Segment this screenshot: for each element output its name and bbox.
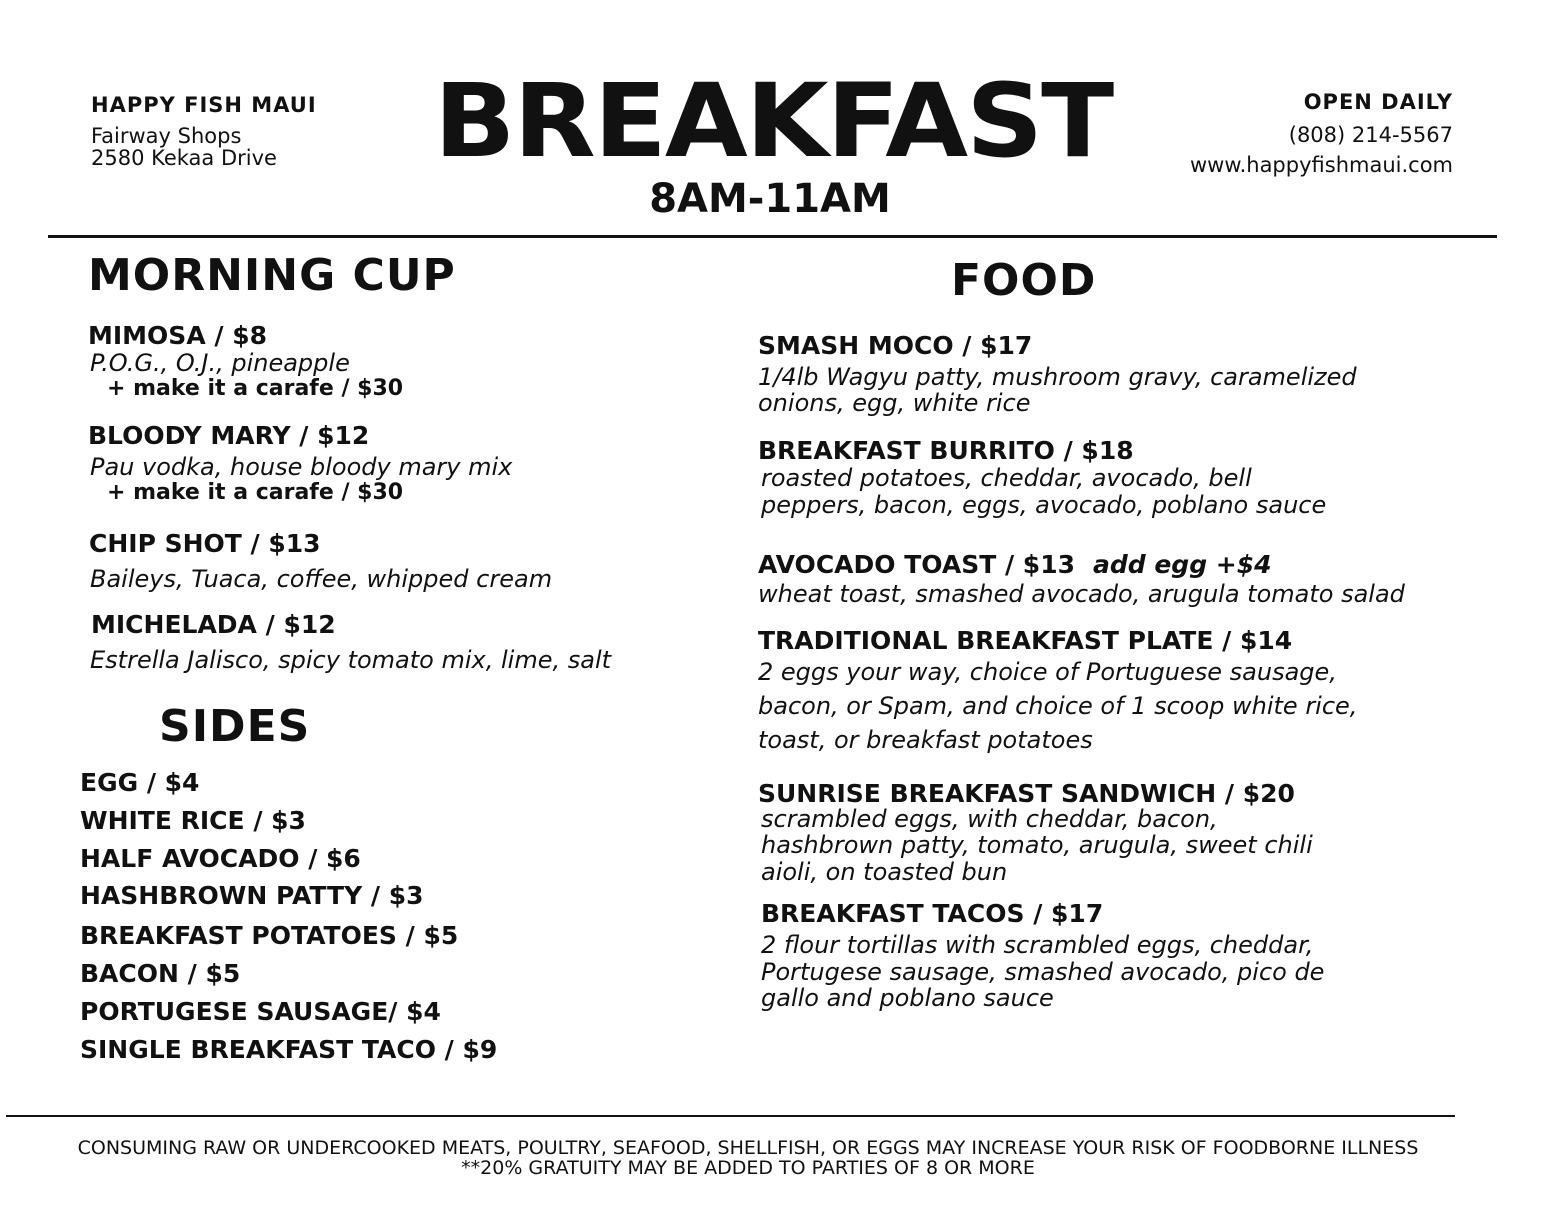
menu-item-name: SUNRISE BREAKFAST SANDWICH / $20 [758,779,1295,808]
header-divider [48,235,1497,238]
menu-item-name: MIMOSA / $8 [88,321,267,350]
menu-item-description: roasted potatoes, cheddar, avocado, bell [761,464,1252,492]
side-item: BREAKFAST POTATOES / $5 [80,921,459,950]
menu-item-description: aioli, on toasted bun [761,858,1008,886]
hours: 8AM-11AM [649,176,891,222]
menu-item-addon: + make it a carafe / $30 [107,376,404,401]
menu-item-name: BREAKFAST TACOS / $17 [761,899,1104,928]
section-heading-food: FOOD [951,255,1097,306]
menu-item-description: Estrella Jalisco, spicy tomato mix, lime, salt [90,646,612,674]
side-item: EGG / $4 [80,768,200,797]
menu-item-name: BREAKFAST BURRITO / $18 [758,436,1134,465]
menu-item-name: BLOODY MARY / $12 [88,421,370,450]
menu-item-addon: add egg +$4 [1092,550,1272,579]
menu-item-description: Baileys, Tuaca, coffee, whipped cream [90,565,553,593]
footer-divider [6,1115,1455,1117]
address-line-1: Fairway Shops [91,124,242,148]
brand-name: HAPPY FISH MAUI [91,93,317,117]
side-item: PORTUGESE SAUSAGE/ $4 [80,997,441,1026]
menu-item-name-text: AVOCADO TOAST / $13 [758,550,1075,579]
website: www.happyfishmaui.com [1189,153,1453,177]
gratuity-notice: **20% GRATUITY MAY BE ADDED TO PARTIES OF 8 OR MORE [461,1157,1035,1179]
menu-item-name: MICHELADA / $12 [91,610,336,639]
side-item: BACON / $5 [80,959,241,988]
menu-item-description: 1/4lb Wagyu patty, mushroom gravy, caramelized [758,363,1357,391]
menu-item-description: wheat toast, smashed avocado, arugula tomato salad [758,580,1405,608]
menu-item-description: P.O.G., O.J., pineapple [90,349,350,377]
menu-item-name: CHIP SHOT / $13 [89,529,321,558]
side-item: HALF AVOCADO / $6 [80,844,361,873]
menu-item-description: hashbrown patty, tomato, arugula, sweet chili [761,831,1313,859]
menu-item-description: 2 eggs your way, choice of Portuguese sausage, [758,658,1337,686]
menu-item-description: Pau vodka, house bloody mary mix [90,453,513,481]
address-line-2: 2580 Kekaa Drive [91,146,277,170]
section-heading-sides: SIDES [159,701,311,752]
menu-item-description: peppers, bacon, eggs, avocado, poblano sauce [761,491,1327,519]
menu-item-description: scrambled eggs, with cheddar, bacon, [761,805,1218,833]
phone-number: (808) 214-5567 [1288,123,1453,147]
health-warning: CONSUMING RAW OR UNDERCOOKED MEATS, POULTRY, SEAFOOD, SHELLFISH, OR EGGS MAY INCREASE YOUR RISK OF FOODBORNE ILLNESS [77,1137,1419,1159]
menu-item-description: 2 flour tortillas with scrambled eggs, cheddar, [761,931,1314,959]
section-heading-morning-cup: MORNING CUP [88,250,456,301]
open-daily-label: OPEN DAILY [1303,90,1453,114]
side-item: SINGLE BREAKFAST TACO / $9 [80,1035,498,1064]
menu-item-description: onions, egg, white rice [758,389,1031,417]
side-item: WHITE RICE / $3 [80,806,306,835]
side-item: HASHBROWN PATTY / $3 [80,881,424,910]
menu-item-name: SMASH MOCO / $17 [758,331,1033,360]
menu-item-name: TRADITIONAL BREAKFAST PLATE / $14 [758,626,1293,655]
menu-item-addon: + make it a carafe / $30 [107,480,404,505]
menu-item-description: bacon, or Spam, and choice of 1 scoop white rice, [758,692,1358,720]
menu-item-name [758,550,1272,579]
page-title: BREAKFAST [433,62,1113,181]
menu-item-description: gallo and poblano sauce [761,984,1054,1012]
menu-item-description: Portugese sausage, smashed avocado, pico de [761,958,1325,986]
menu-item-description: toast, or breakfast potatoes [758,726,1093,754]
